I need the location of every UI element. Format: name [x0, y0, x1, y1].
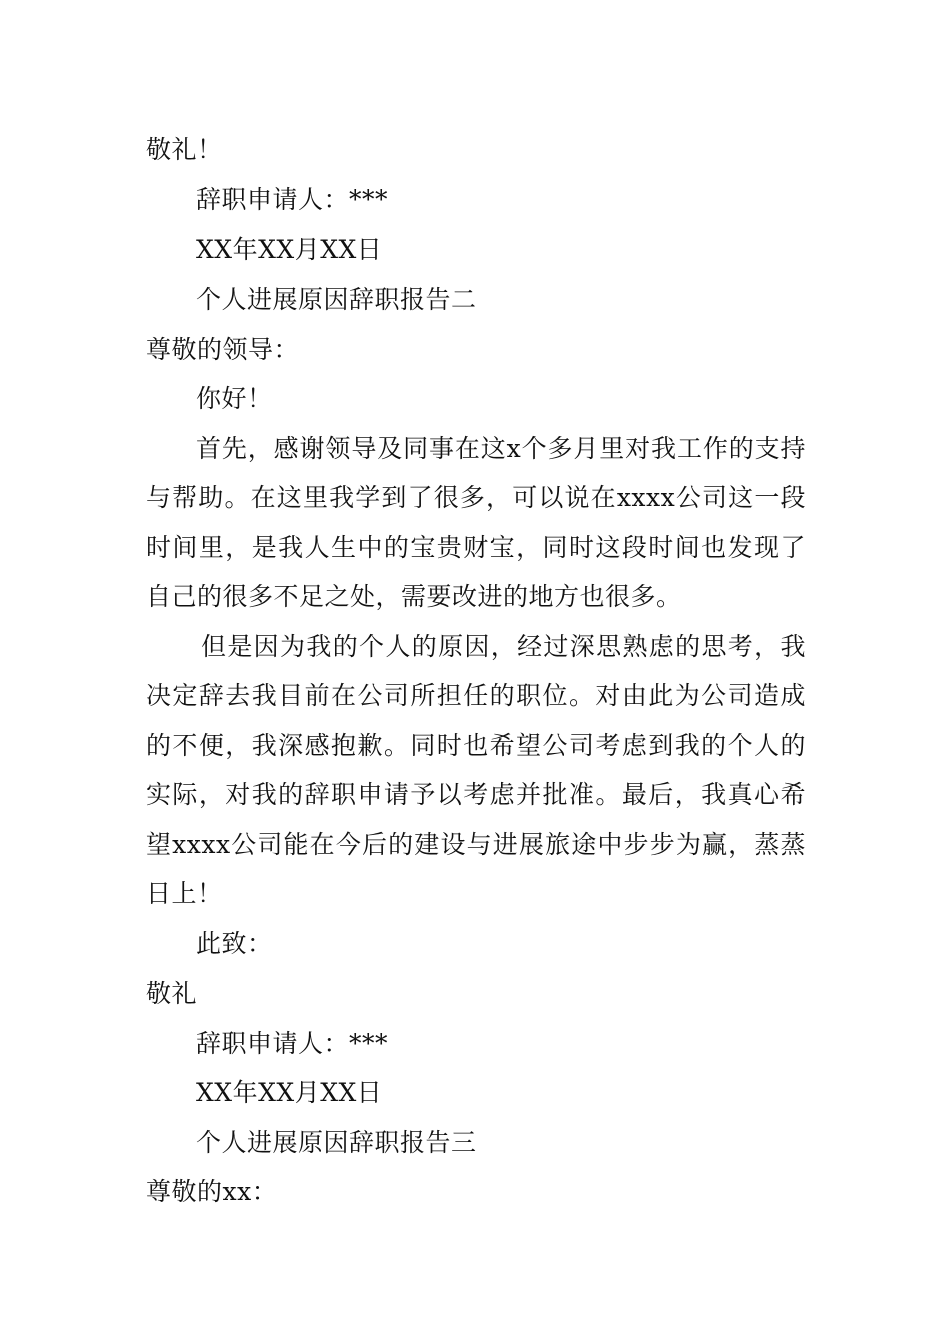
greeting-text: 你好！	[196, 384, 273, 413]
salutation-text: 尊敬的领导：	[146, 335, 300, 364]
salutation-text: 尊敬的xx：	[146, 1177, 278, 1206]
paragraph-line: 但是因为我的个人的原因，经过深思熟虑的思考，我	[201, 632, 806, 661]
section-title: 个人进展原因辞职报告三	[196, 1128, 477, 1157]
paragraph-line: 决定辞去我目前在公司所担任的职位。对由此为公司造成	[146, 681, 806, 710]
paragraph-line: 与帮助。在这里我学到了很多，可以说在xxxx公司这一段	[146, 483, 806, 512]
regards-text: 此致：	[196, 929, 273, 958]
date-text: XX年XX月XX日	[196, 235, 383, 264]
paragraph-line: 实际，对我的辞职申请予以考虑并批准。最后，我真心希	[146, 780, 806, 809]
paragraph-line: 首先，感谢领导及同事在这x个多月里对我工作的支持	[196, 434, 806, 463]
closing-text: 敬礼！	[146, 135, 223, 164]
paragraph-line: 自己的很多不足之处，需要改进的地方也很多。	[146, 582, 682, 611]
date-text: XX年XX月XX日	[196, 1078, 383, 1107]
signer-text: 辞职申请人：***	[196, 1029, 389, 1058]
closing-text: 敬礼	[146, 979, 198, 1008]
paragraph-line: 时间里，是我人生中的宝贵财宝，同时这段时间也发现了	[146, 533, 806, 562]
paragraph-line: 望xxxx公司能在今后的建设与进展旅途中步步为赢，蒸蒸	[146, 830, 806, 859]
section-title: 个人进展原因辞职报告二	[196, 285, 477, 314]
paragraph-line: 的不便，我深感抱歉。同时也希望公司考虑到我的个人的	[146, 731, 806, 760]
paragraph-line: 日上！	[146, 879, 223, 908]
signer-text: 辞职申请人：***	[196, 185, 389, 214]
